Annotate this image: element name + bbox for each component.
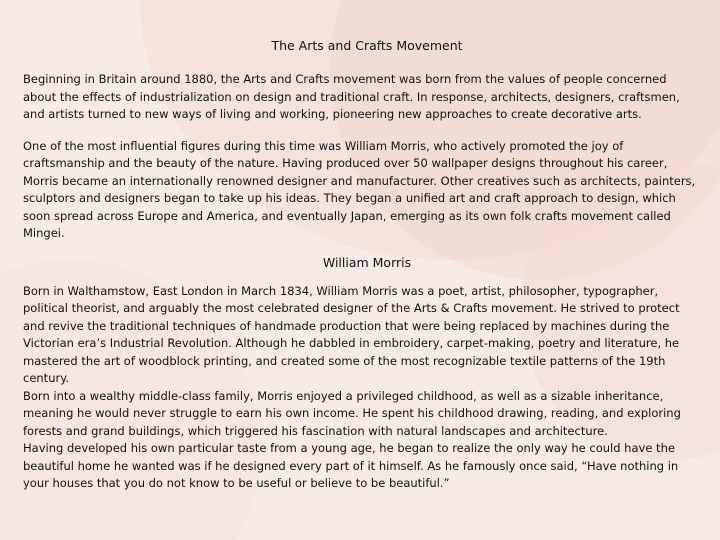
biography-paragraph: Born into a wealthy middle-class family, Morris enjoyed a privileged childhood, as well as a sizable inheritance, meaning he would never struggle to earn his own income. He spent his childhood drawing, reading, and exploring forests and grand buildings, which triggered his fascination with natural landscapes and architecture. — [23, 388, 681, 438]
intro-paragraph: Beginning in Britain around 1880, the Arts and Crafts movement was born from the values of people concerned about the effects of industrialization on design and traditional craft. In response, architects, designers, craftsmen, and artists turned to new ways of living and working, pioneering new approaches to create decorative arts. — [23, 72, 680, 121]
document-title: The Arts and Crafts Movement — [271, 38, 463, 53]
biography-paragraph: Having developed his own particular taste from a young age, he began to realize the only way he could have the beautiful home he wanted was if he designed every part of it himself. As he famously once said, “Have nothing in your houses that you do not know to be useful or believe to be beautiful.” — [23, 441, 679, 490]
intro-paragraph: One of the most influential figures during this time was William Morris, who actively promoted the joy of craftsmanship and the beauty of the nature. Having produced over 50 wallpaper designs throughout his career, Morris became an internationally renowned designer and manufacturer. Other creatives such as architects, painters, sculptors and designers began to take up his ideas. They began a unified art and craft approach to design, which soon spread across Europe and America, and eventually Japan, emerging as its own folk crafts movement called Mingei. — [23, 138, 696, 240]
document-body — [23, 38, 699, 493]
biography-paragraph: Born in Walthamstow, East London in March 1834, William Morris was a poet, artist, philosopher, typographer, political theorist, and arguably the most celebrated designer of the Arts & Crafts movement. He strived to protect and revive the traditional techniques of handmade production that were being replaced by machines during the Victorian era’s Industrial Revolution. Although he dabbled in embroidery, carpet-making, poetry and literature, he mastered the art of woodblock printing, and created some of the most recognizable textile patterns of the 19th century. — [23, 283, 680, 385]
section-heading: William Morris — [322, 254, 412, 270]
